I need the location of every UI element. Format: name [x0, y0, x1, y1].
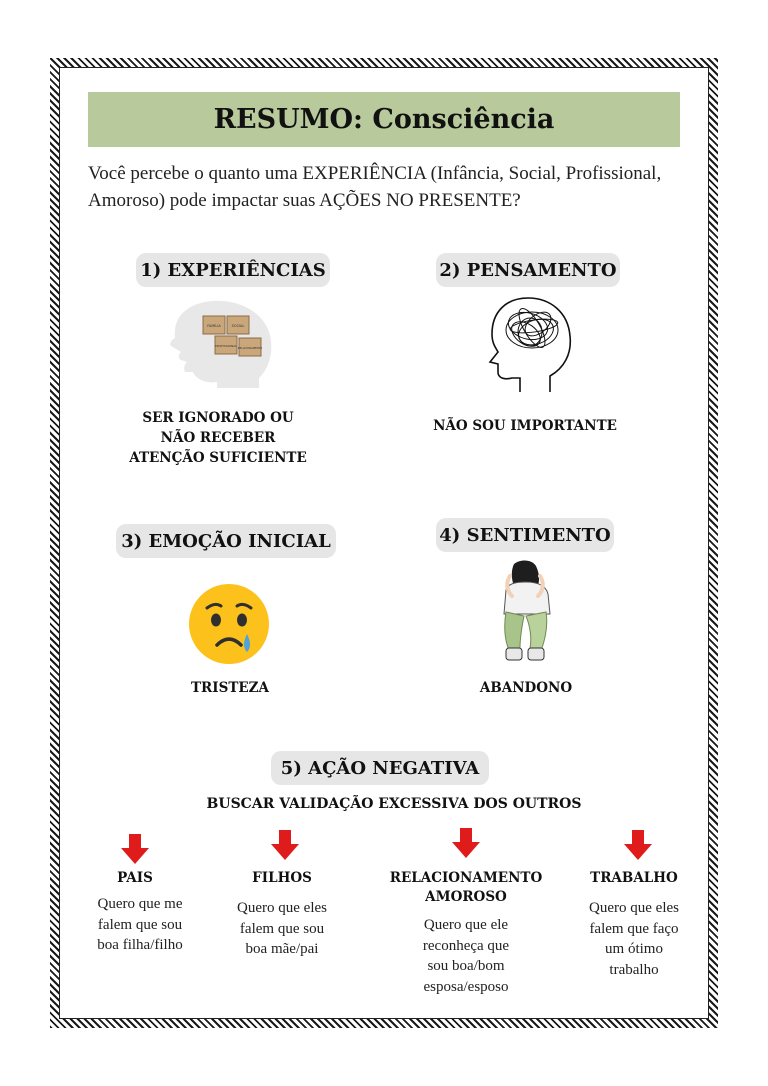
step-3-caption: TRISTEZA [191, 680, 269, 696]
brain-boxes-icon [165, 298, 275, 390]
column-text-pais: Quero que me falem que sou boa filha/filho [97, 896, 183, 953]
crying-face-emoji-icon [187, 582, 271, 666]
step-5-heading: 5) AÇÃO NEGATIVA [271, 751, 489, 785]
down-arrow-icon [271, 830, 299, 860]
column-title-relacionamento: RELACIONAMENTO AMOROSO [389, 870, 543, 905]
column-title-trabalho: TRABALHO [590, 870, 678, 886]
box-label: SOCIAL [231, 324, 245, 328]
intro-question: Você percebe o quanto uma EXPERIÊNCIA (Infância, Social, Profissional, Amoroso) pode impactar suas AÇÕES NO PRESENTE? [88, 163, 662, 211]
step-2-caption: NÃO SOU IMPORTANTE [433, 418, 617, 434]
column-title-filhos: FILHOS [252, 870, 312, 886]
box-label: RELACIONAMENTO [237, 347, 263, 350]
title-banner [88, 92, 680, 147]
column-text-trabalho: Quero que eles falem que faço um ótimo trabalho [589, 900, 679, 978]
down-arrow-icon [121, 834, 149, 864]
tangled-thoughts-head-icon [488, 296, 578, 396]
step-1-caption: SER IGNORADO OU NÃO RECEBER ATENÇÃO SUFICIENTE [129, 410, 307, 466]
column-text-filhos: Quero que eles falem que sou boa mãe/pai [237, 900, 327, 957]
step-1-heading: 1) EXPERIÊNCIAS [136, 253, 330, 287]
step-3-heading: 3) EMOÇÃO INICIAL [116, 524, 336, 558]
box-label: FAMÍLIA [207, 324, 221, 328]
sad-girl-sitting-icon [498, 560, 554, 666]
step-4-caption: ABANDONO [479, 680, 573, 696]
box-label: PROFISSIONAL [215, 344, 237, 348]
column-text-relacionamento: Quero que ele reconheça que sou boa/bom esposa/esposo [422, 917, 510, 995]
action-subtitle: BUSCAR VALIDAÇÃO EXCESSIVA DOS OUTROS [206, 796, 582, 812]
page-title: RESUMO: Consciência [213, 104, 555, 135]
step-2-heading: 2) PENSAMENTO [436, 253, 620, 287]
column-title-pais: PAIS [117, 870, 153, 886]
down-arrow-icon [624, 830, 652, 860]
down-arrow-icon [452, 828, 480, 858]
step-4-heading: 4) SENTIMENTO [436, 518, 614, 552]
